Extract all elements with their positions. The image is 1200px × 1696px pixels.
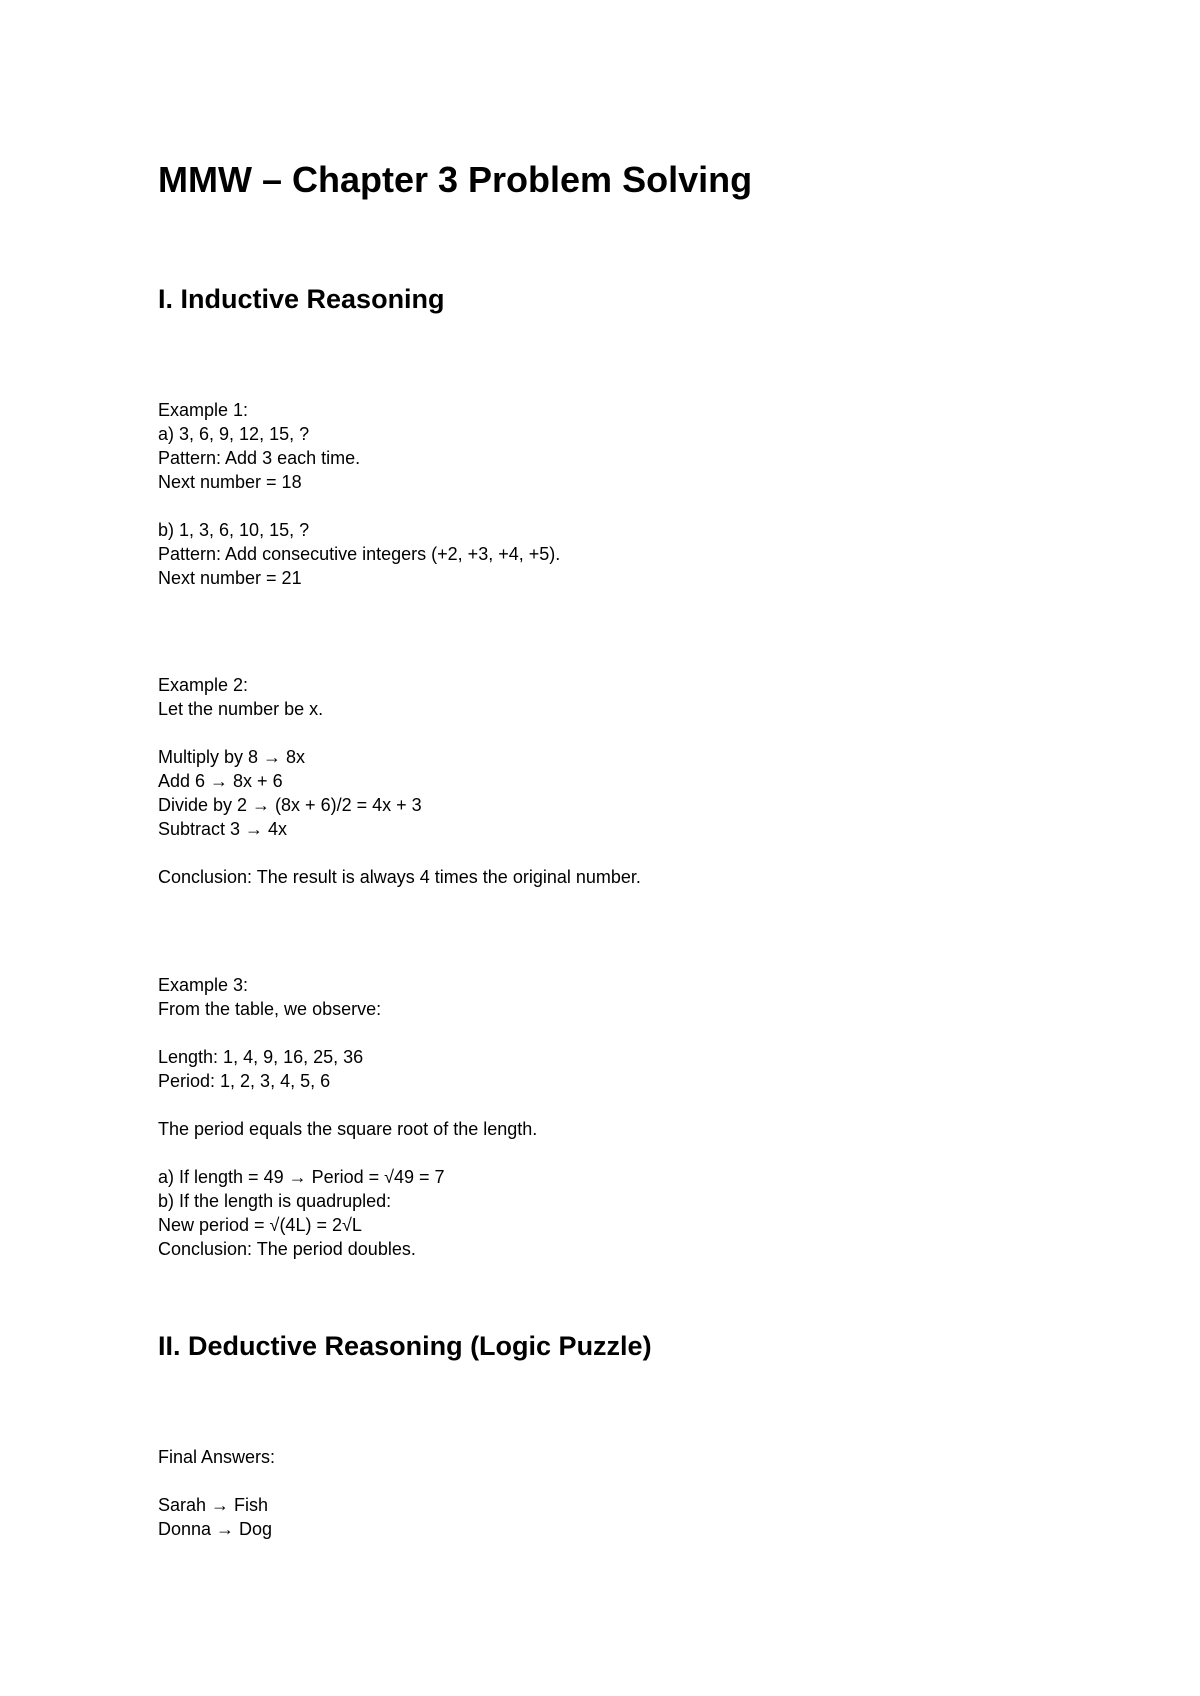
example-3-length: Length: 1, 4, 9, 16, 25, 36 — [158, 1047, 364, 1067]
example-3-rule: The period equals the square root of the length. — [158, 1119, 538, 1139]
example-1 — [158, 398, 560, 590]
spacer — [158, 494, 560, 518]
document-title: MMW – Chapter 3 Problem Solving — [158, 159, 753, 200]
example-1b-next: Next number = 21 — [158, 568, 302, 588]
example-1a-sequence: a) 3, 6, 9, 12, 15, ? — [158, 424, 310, 444]
example-3b: b) If the length is quadrupled: — [158, 1191, 392, 1211]
example-2 — [158, 673, 641, 889]
example-2-step-3: Divide by 2 → (8x + 6)/2 = 4x + 3 — [158, 795, 422, 815]
example-3-label: Example 3: — [158, 975, 249, 995]
spacer — [158, 1141, 537, 1165]
spacer — [158, 721, 641, 745]
example-2-label: Example 2: — [158, 675, 249, 695]
example-2-step-1: Multiply by 8 → 8x — [158, 747, 306, 767]
final-answer-2: Donna → Dog — [158, 1519, 273, 1539]
final-answer-1: Sarah → Fish — [158, 1495, 269, 1515]
example-3-conclusion: Conclusion: The period doubles. — [158, 1239, 416, 1259]
example-2-conclusion: Conclusion: The result is always 4 times the original number. — [158, 867, 641, 887]
spacer — [158, 1021, 537, 1045]
example-1a-pattern: Pattern: Add 3 each time. — [158, 448, 361, 468]
spacer — [158, 841, 641, 865]
example-3 — [158, 973, 537, 1261]
final-answers — [158, 1445, 275, 1541]
example-1a-next: Next number = 18 — [158, 472, 302, 492]
final-answers-label: Final Answers: — [158, 1447, 276, 1467]
example-2-step-4: Subtract 3 → 4x — [158, 819, 288, 839]
spacer — [158, 1469, 275, 1493]
section-heading-deductive: II. Deductive Reasoning (Logic Puzzle) — [158, 1331, 652, 1361]
example-1b-sequence: b) 1, 3, 6, 10, 15, ? — [158, 520, 310, 540]
section-heading-inductive: I. Inductive Reasoning — [158, 284, 445, 314]
example-3-new-period: New period = √(4L) = 2√L — [158, 1215, 362, 1235]
example-3-period: Period: 1, 2, 3, 4, 5, 6 — [158, 1071, 331, 1091]
example-1b-pattern: Pattern: Add consecutive integers (+2, +3, +4, +5). — [158, 544, 561, 564]
example-2-step-2: Add 6 → 8x + 6 — [158, 771, 283, 791]
example-2-let: Let the number be x. — [158, 699, 324, 719]
example-3-observe: From the table, we observe: — [158, 999, 382, 1019]
example-3a: a) If length = 49 → Period = √49 = 7 — [158, 1167, 445, 1187]
example-1-label: Example 1: — [158, 400, 249, 420]
spacer — [158, 1093, 537, 1117]
